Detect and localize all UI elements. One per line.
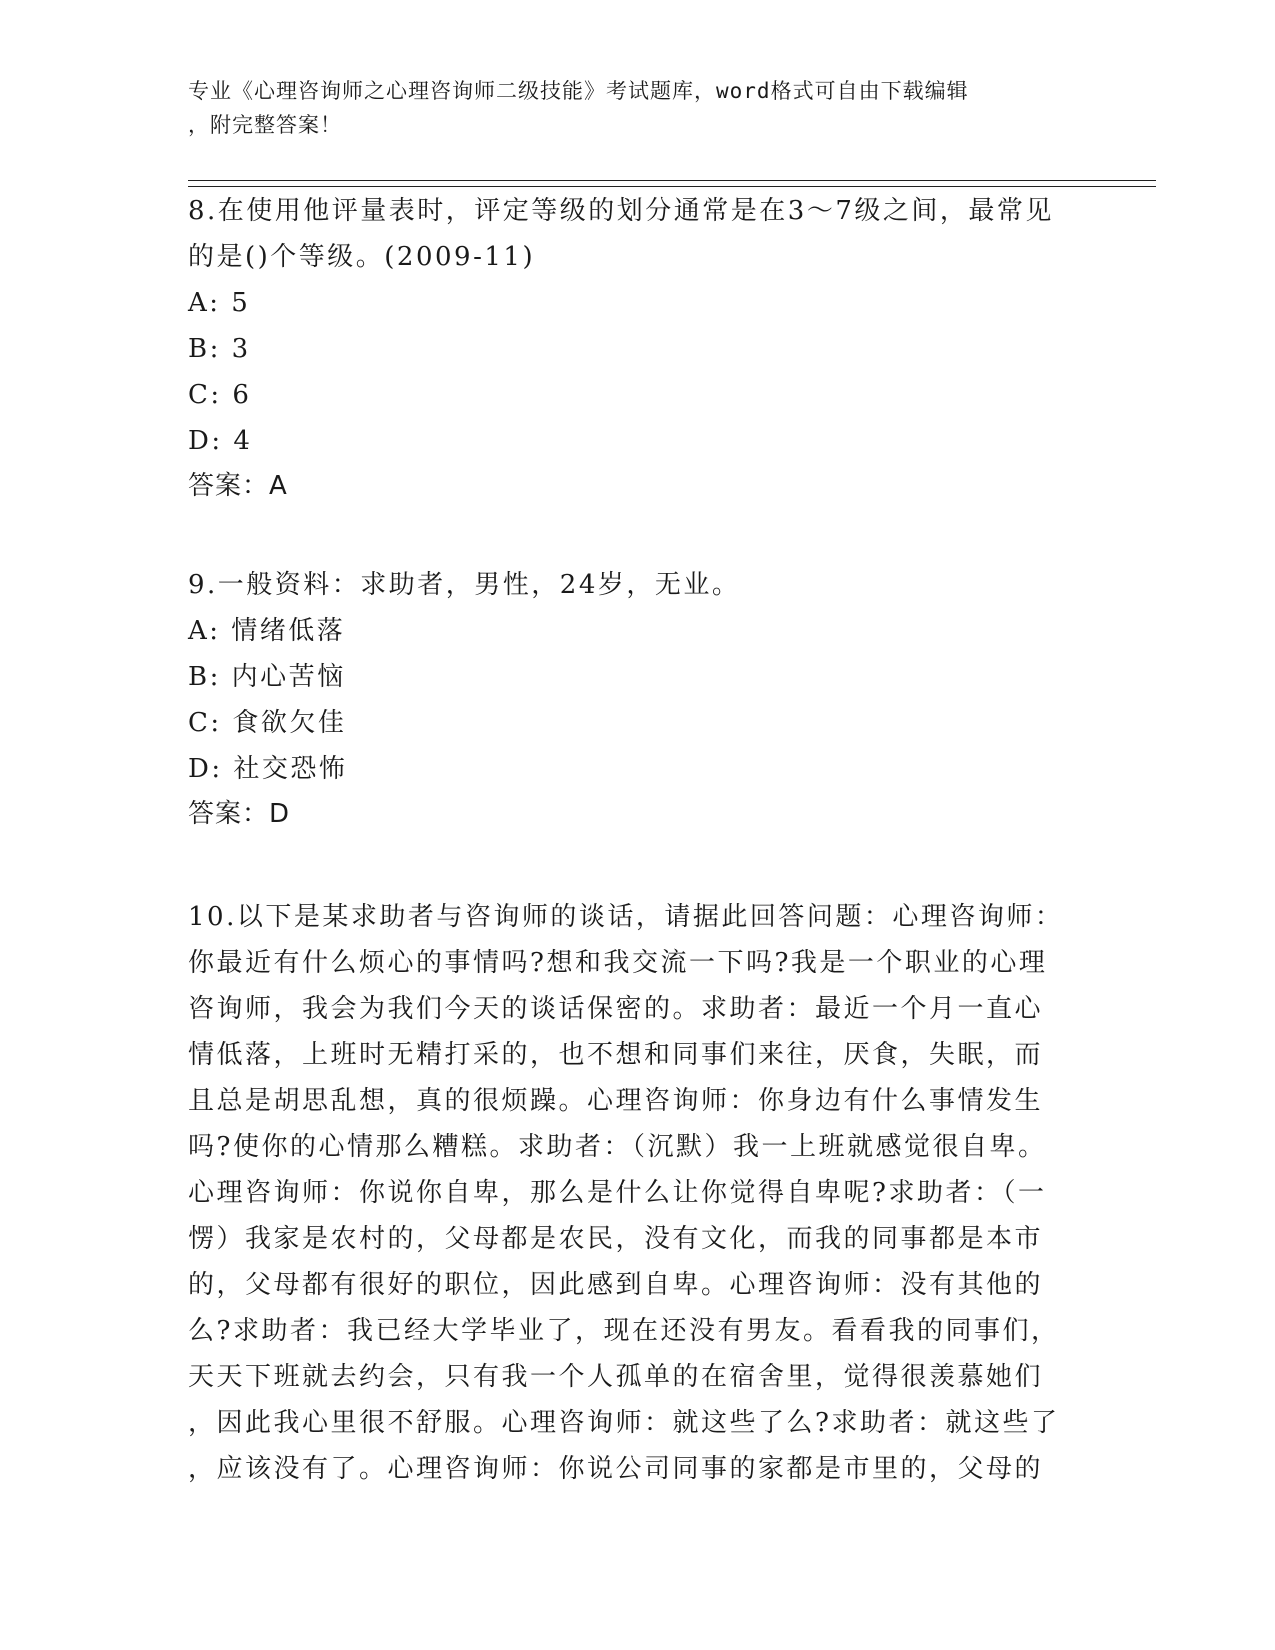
option-b: B: 内心苦恼 — [188, 662, 346, 692]
option-b: B: 3 — [188, 334, 251, 364]
question-stem-line: ，因此我心里很不舒服。心理咨询师：就这些了么?求助者：就这些了 — [188, 1408, 1060, 1438]
question-stem-line: 9.一般资料：求助者，男性，24岁，无业。 — [188, 570, 741, 600]
header-rule-top — [188, 180, 1156, 181]
question-stem-line: 愣）我家是农村的，父母都是农民，没有文化，而我的同事都是本市 — [188, 1224, 1044, 1254]
question-9 — [188, 562, 1088, 836]
question-stem-line: 咨询师，我会为我们今天的谈话保密的。求助者：最近一个月一直心 — [188, 994, 1044, 1024]
option-a: A: 5 — [188, 288, 251, 318]
header-rule-bottom — [188, 186, 1156, 187]
header-line-1: 专业《心理咨询师之心理咨询师二级技能》考试题库，word格式可自由下载编辑 — [188, 79, 969, 103]
question-stem-line: 天天下班就去约会，只有我一个人孤单的在宿舍里，觉得很羡慕她们 — [188, 1362, 1044, 1392]
option-a: A: 情绪低落 — [188, 616, 346, 646]
question-list — [188, 188, 1088, 1492]
question-stem-line: 的，父母都有很好的职位，因此感到自卑。心理咨询师：没有其他的 — [188, 1270, 1044, 1300]
option-d: D: 社交恐怖 — [188, 754, 348, 784]
question-stem-line: 8.在使用他评量表时，评定等级的划分通常是在3～7级之间，最常见 — [188, 196, 1054, 226]
question-stem-line: 的是()个等级。(2009-11) — [188, 242, 536, 272]
spacer — [188, 836, 1088, 894]
question-stem-line: ，应该没有了。心理咨询师：你说公司同事的家都是市里的，父母的 — [188, 1454, 1044, 1484]
question-stem-line: 且总是胡思乱想，真的很烦躁。心理咨询师：你身边有什么事情发生 — [188, 1086, 1044, 1116]
option-c: C: 6 — [188, 380, 252, 410]
question-stem-line: 么?求助者：我已经大学毕业了，现在还没有男友。看看我的同事们， — [188, 1316, 1060, 1346]
option-c: C: 食欲欠佳 — [188, 708, 347, 738]
answer-line: 答案：A — [188, 471, 288, 501]
spacer — [188, 508, 1088, 562]
question-8 — [188, 188, 1088, 508]
question-stem-line: 10.以下是某求助者与咨询师的谈话，请据此回答问题：心理咨询师： — [188, 902, 1064, 932]
question-stem-line: 你最近有什么烦心的事情吗?想和我交流一下吗?我是一个职业的心理 — [188, 948, 1048, 978]
header-line-2: ，附完整答案！ — [188, 113, 342, 137]
question-stem-line: 吗?使你的心情那么糟糕。求助者：（沉默）我一上班就感觉很自卑。 — [188, 1132, 1047, 1162]
question-stem-line: 情低落，上班时无精打采的，也不想和同事们来往，厌食，失眠，而 — [188, 1040, 1044, 1070]
question-stem-line: 心理咨询师：你说你自卑，那么是什么让你觉得自卑呢?求助者：（一 — [188, 1178, 1047, 1208]
document-header — [188, 74, 1068, 142]
question-10 — [188, 894, 1088, 1492]
option-d: D: 4 — [188, 426, 253, 456]
answer-line: 答案：D — [188, 799, 291, 829]
